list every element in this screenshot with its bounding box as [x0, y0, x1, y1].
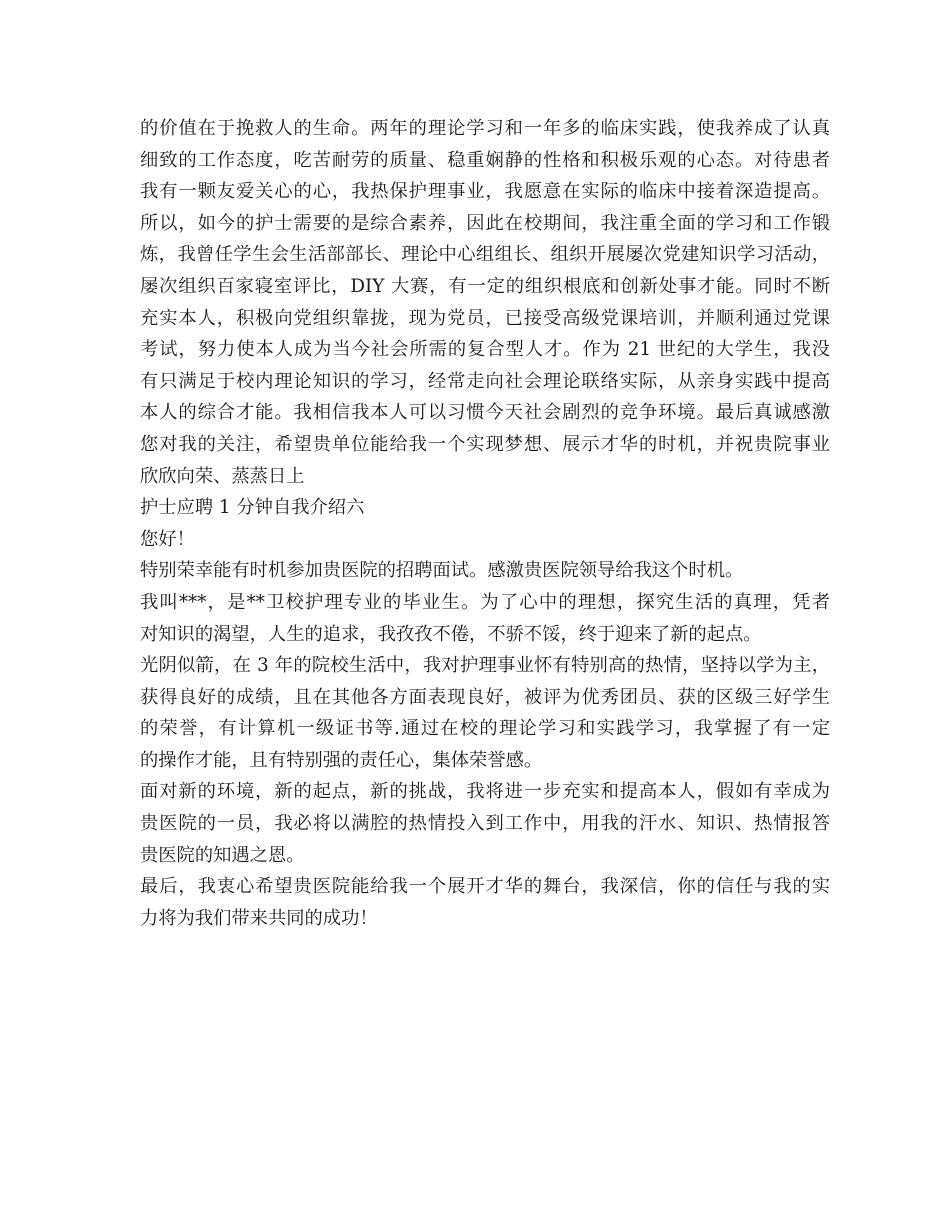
text-line: 您好！ [140, 528, 195, 550]
text-line: 本人的综合才能。我相信我本人可以习惯今天社会剧烈的竞争环境。最后真诚感激 [140, 402, 830, 424]
text-line: 的荣誉，有计算机一级证书等.通过在校的理论学习和实践学习，我掌握了有一定 [140, 718, 830, 740]
text-line: 有只满足于校内理论知识的学习，经常走向社会理论联络实际，从亲身实践中提高 [140, 370, 830, 392]
text-line: 细致的工作态度，吃苦耐劳的质量、稳重娴静的性格和积极乐观的心态。对待患者 [140, 149, 830, 171]
text-line: 面对新的环境，新的起点，新的挑战，我将进一步充实和提高本人，假如有幸成为 [140, 781, 830, 803]
text-line: 炼，我曾任学生会生活部部长、理论中心组组长、组织开展屡次党建知识学习活动， [140, 244, 830, 266]
document-body [140, 113, 830, 934]
text-line: 的价值在于挽救人的生命。两年的理论学习和一年多的临床实践，使我养成了认真 [140, 118, 830, 139]
section-heading: 护士应聘 1 分钟自我介绍六 [140, 497, 365, 519]
text-line: 考试，努力使本人成为当今社会所需的复合型人才。作为 21 世纪的大学生，我没 [140, 339, 830, 361]
text-line: 贵医院的一员，我必将以满腔的热情投入到工作中，用我的汗水、知识、热情报答 [140, 813, 830, 835]
text-line: 最后，我衷心希望贵医院能给我一个展开才华的舞台，我深信，你的信任与我的实 [140, 876, 830, 898]
text-line: 充实本人，积极向党组织靠拢，现为党员，已接受高级党课培训，并顺利通过党课 [140, 307, 830, 329]
text-line: 特别荣幸能有时机参加贵医院的招聘面试。感激贵医院领导给我这个时机。 [140, 560, 744, 582]
text-line: 我叫***，是**卫校护理专业的毕业生。为了心中的理想，探究生活的真理，凭者 [140, 591, 830, 613]
text-line: 欣欣向荣、蒸蒸日上 [140, 465, 305, 487]
text-line: 对知识的渴望，人生的追求，我孜孜不倦，不骄不馁，终于迎来了新的起点。 [140, 623, 762, 645]
text-line: 贵医院的知遇之恩。 [140, 844, 305, 866]
text-line: 所以，如今的护士需要的是综合素养，因此在校期间，我注重全面的学习和工作锻 [140, 212, 830, 234]
text-line: 您对我的关注，希望贵单位能给我一个实现梦想、展示才华的时机，并祝贵院事业 [140, 433, 830, 455]
text-line: 我有一颗友爱关心的心，我热保护理事业，我愿意在实际的临床中接着深造提高。 [140, 181, 830, 203]
text-line: 获得良好的成绩，且在其他各方面表现良好，被评为优秀团员、获的区级三好学生 [140, 686, 830, 708]
text-line: 屡次组织百家寝室评比，DIY 大赛，有一定的组织根底和创新处事才能。同时不断 [140, 275, 830, 297]
text-line: 力将为我们带来共同的成功！ [140, 907, 378, 929]
text-line: 的操作才能，且有特别强的责任心，集体荣誉感。 [140, 749, 543, 771]
text-line: 光阴似箭，在 3 年的院校生活中，我对护理事业怀有特别高的热情，坚持以学为主， [140, 655, 830, 677]
